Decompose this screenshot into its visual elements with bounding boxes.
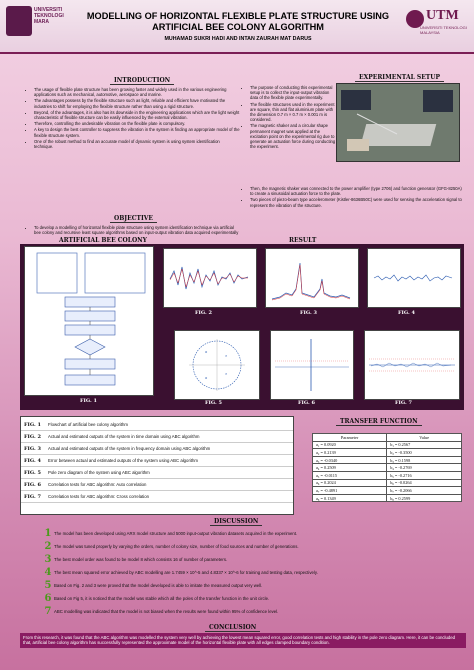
transfer-row [313,441,462,449]
transfer-row [313,479,462,487]
authors: MUHAMAD SUKRI HADI AND INTAN ZAURAH MAT DARUS [164,36,312,42]
transfer-row [313,456,462,464]
transfer-row [313,449,462,457]
transfer-table [312,433,462,502]
legend-fig-number: FIG. 5 [24,469,41,476]
utm-logo-text: UTM [426,8,459,23]
fig7-crosscorrelation [364,330,460,400]
value-header: Value [387,434,462,442]
svg-text:×: × [225,353,228,358]
transfer-cell: b₅ = -0.2716 [387,471,462,479]
discussion-item [42,540,462,553]
legend-text: Correlation tests for ABC algorithm: Auto correlation [48,482,147,487]
objective-bullet: • To develop a modelling of horizontal flexible plate structure using system identification technique via artificial bee colony and recursive least square algorithms based on input-output vibration data acquired experimentally [34,225,240,235]
objective-title: OBJECTIVE [110,215,157,222]
fig3-label: FIG. 3 [300,310,317,316]
svg-text:o: o [205,375,208,380]
discussion-text: The best model order was found to be model 8 which consists 16 of number of parameters. [54,557,228,562]
transfer-cell: a₆ = 0.2024 [313,479,387,487]
legend-row [21,443,293,455]
experimental-body-bottom [236,186,464,209]
transfer-row [313,471,462,479]
utm-logo-subtext: UNIVERSITI TEKNOLOGI MALAYSIA [420,25,467,35]
discussion-item [42,592,462,605]
svg-text:×: × [225,371,228,376]
transfer-title: TRANSFER FUNCTION [336,418,422,425]
introduction-body [20,87,240,150]
discussion-number: 2 [44,541,52,552]
transfer-cell: b₇ = -0.2066 [387,487,462,495]
abc-title: ARTIFICIAL BEE COLONY [55,237,151,244]
legend-row [21,491,293,503]
fig7-label: FIG. 7 [395,400,412,406]
discussion-text: ABC modelling was indicated that the model is not biased when the results were found within 95% of confidence level. [54,609,279,614]
legend-row [21,419,293,431]
fig1-label: FIG. 1 [80,398,97,404]
transfer-cell: a₁ = 0.0920 [313,441,387,449]
introduction-bullet: • Beyond, of the advantages, it is also has its downside in the engineering applications which are the light weight characteristic of flexible structure can be easily influenced by the external vibration. [34,110,240,120]
transfer-row [313,487,462,495]
fig6-label: FIG. 6 [298,400,315,406]
transfer-cell: a₄ = 0.2509 [313,464,387,472]
legend-text: Actual and estimated outputs of the system in time domain using ABC algorithm [48,434,200,439]
legend-fig-number: FIG. 3 [24,445,41,452]
result-title: RESULT [285,237,320,244]
discussion-item [42,566,462,579]
conclusion-title: CONCLUSION [205,624,260,631]
legend-row [21,455,293,467]
fig2-label: FIG. 2 [195,310,212,316]
discussion-item [42,605,462,618]
discussion-item [42,553,462,566]
legend-fig-number: FIG. 6 [24,481,41,488]
introduction-bullet: • Therefore, controlling the undesirable vibration on the flexible plate is compulsory. [34,121,240,126]
discussion-number: 7 [44,606,52,617]
transfer-cell: a₅ = -0.0115 [313,471,387,479]
uitm-logo [6,6,32,36]
transfer-cell: b₁ = 0.2567 [387,441,462,449]
fig4-error [367,248,461,308]
discussion-text: The best mean squared error achieved by ABC modelling are 1.7459 × 10^-5 and 4.8337 × 10^-6 for training and testing data, respectively. [54,570,318,575]
objective-body [20,225,240,236]
fig5-label: FIG. 5 [205,400,222,406]
discussion-text: Based on Fig 5, it is noticed that the model was stable which all the poles of the transfer function in the unit circle. [54,596,270,601]
fig5-pole-zero [174,330,260,400]
fig4-label: FIG. 4 [398,310,415,316]
discussion-number: 4 [44,567,52,578]
fig6-autocorrelation [270,330,354,400]
discussion-item [42,527,462,540]
experimental-title: EXPERIMENTAL SETUP [355,74,444,81]
introduction-bullet: • One of the robust method to find an accurate model of dynamic system is using system identification technique. [34,139,240,149]
discussion-title: DISCUSSION [210,518,262,525]
legend-fig-number: FIG. 7 [24,493,41,500]
legend-row [21,479,293,491]
transfer-cell: a₂ = 0.2139 [313,449,387,457]
legend-text: Correlation tests for ABC algorithm: Cross correlation [48,494,150,499]
fig2-time-domain [163,248,257,308]
fig3-frequency-domain [265,248,359,308]
legend-text: Actual and estimated outputs of the system in frequency domain using ABC algorithm [48,446,211,451]
transfer-row [313,464,462,472]
discussion-number: 1 [44,528,52,539]
legend-row [21,467,293,479]
poster-title: MODELLING OF HORIZONTAL FLEXIBLE PLATE STRUCTURE USING ARTIFICIAL BEE COLONY ALGORITHM [86,11,390,32]
legend-fig-number: FIG. 2 [24,433,41,440]
param-header: Parameter [313,434,387,442]
transfer-cell: a₈ = 0.1349 [313,494,387,502]
introduction-title: INTRODUCTION [110,77,174,84]
figure-legend [20,416,294,515]
discussion-text: The model has been developed using ARX model structure and 5000 input-output vibration datasets acquired in the experiment. [54,531,298,536]
legend-text: Pole zero diagram of the system using ABC algorithm [48,470,150,475]
experimental-bullet: • The purpose of conducting this experimental setup is to collect the input-output vibration data of the flexible plate experimentally. [250,85,336,101]
transfer-cell: b₄ = -0.2769 [387,464,462,472]
introduction-bullet: • A key to design the best controller to suppress the vibration in the system is finding an appropriate model of the flexible structure system. [34,127,240,137]
fig1-flowchart [24,246,154,396]
experimental-body-top [236,85,336,150]
experimental-bullet: • The magnetic shaker and a circular shape permanent magnet was applied at the excitation point on the experimental rig due to generate an actuation force during conducting the experiment. [250,123,336,149]
uitm-logo-text: UNIVERSITI TEKNOLOGI MARA [34,7,64,25]
conclusion-body: From this research, it was found that the ABC algorithm was modelled the system very well by achieving the lowest mean squared error, good correlation tests and high stability in the pole zero diagram. Here, it can be concluded that, artificial bee colony algorithm has successfully represented the approximate model of the horizontal flexible plate with all edges clamped boundary condition. [20,633,466,648]
discussion-text: The model was tuned properly by varying the orders, number of colony size, number of food sources and number of generations. [54,544,299,549]
legend-fig-number: FIG. 4 [24,457,41,464]
experimental-photo [336,83,460,162]
discussion-item [42,579,462,592]
legend-fig-number: FIG. 1 [24,421,41,428]
discussion-text: Based on Fig. 2 and 3 were proved that the model developed is able to imitate the measured output very well. [54,583,263,588]
legend-text: Flowchart of artificial bee colony algorithm [48,422,129,427]
experimental-bullet: • Two pieces of piezo-beam type accelerometer (Kistler-8636B50C) were used for sensing the acceleration signal to represent the vibration of the structure. [250,197,464,207]
introduction-bullet: • The usage of flexible plate structure has been growing faster and widely used in the various engineering applications such as mechanical, automotive, aerospace and marine. [34,87,240,97]
transfer-cell: b₆ = -0.0264 [387,479,462,487]
discussion-number: 3 [44,554,52,565]
transfer-cell: a₇ = -0.4891 [313,487,387,495]
transfer-row [313,494,462,502]
legend-text: Error between actual and estimated outputs of the system using ABC algorithm [48,458,198,463]
discussion-list [42,527,462,618]
legend-row [21,431,293,443]
transfer-cell: b₂ = -0.3500 [387,449,462,457]
transfer-cell: b₃ = 0.1598 [387,456,462,464]
discussion-number: 6 [44,593,52,604]
transfer-cell: a₃ = -0.0340 [313,456,387,464]
svg-text:o: o [205,349,208,354]
introduction-bullet: • The advantages possess by the flexible structure such as light, reliable and efficient have motivated the industries to shift for employing the flexible structure rather than using a rigid structure. [34,98,240,108]
experimental-bullet: • The flexible structures used in the experiment are square, thin and flat aluminium plate with the dimension 0.7 m × 0.7 m × 0.001 m is considered. [250,102,336,123]
transfer-cell: b₈ = 0.2599 [387,494,462,502]
experimental-bullet: • Then, the magnetic shaker was connected to the power amplifier (type 2706) and function generator (GFG-8250A) to create a sinusoidal actuation force to the plate. [250,186,464,196]
discussion-number: 5 [44,580,52,591]
